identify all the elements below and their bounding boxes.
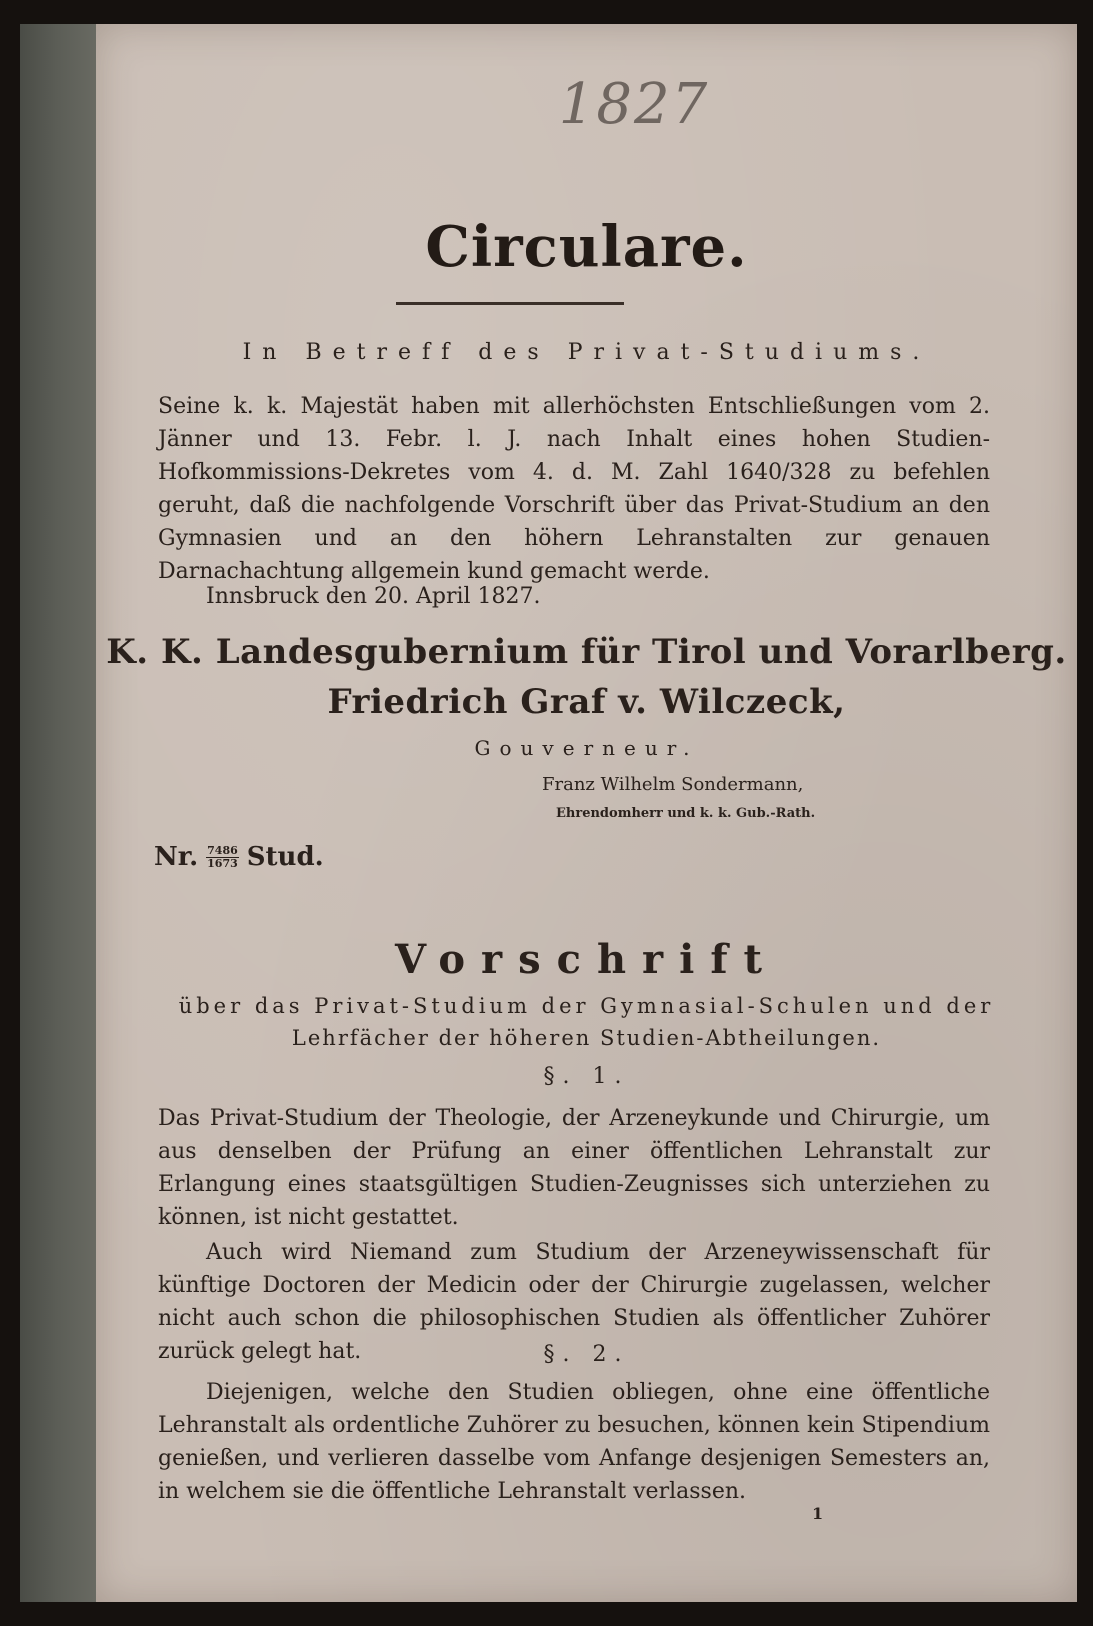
binding-spine [20, 24, 100, 1602]
handwritten-year-note: 1827 [558, 72, 710, 137]
reference-denominator: 1673 [207, 856, 238, 870]
reference-fraction [206, 845, 239, 870]
regulation-subheading-line-1: über das Privat-Studium der Gymnasial-Schulen und der [178, 994, 995, 1018]
regulation-heading: Vorschrift [394, 936, 779, 983]
issuing-authority: K. K. Landesgubernium für Tirol und Vorarlberg. [106, 632, 1067, 672]
date-line: Innsbruck den 20. April 1827. [206, 584, 541, 609]
document-page [96, 24, 1077, 1602]
reference-suffix: Stud. [246, 842, 324, 872]
section-1-paragraph-1: Das Privat-Studium der Theologie, der Arzeneykunde und Chirurgie, um aus denselben der Prüfung an einer öffentlichen Lehranstalt zur Erlangung eines staatsgültigen Studien-Zeugnisses sich unterziehen zu können, ist nicht gestattet. [158, 1106, 990, 1230]
section-1-marker: §. 1. [543, 1064, 630, 1089]
section-2-marker: §. 2. [543, 1342, 630, 1367]
regulation-subheading-line-2: Lehrfächer der höheren Studien-Abtheilungen. [291, 1026, 882, 1050]
subject-line: In Betreff des Privat-Studiums. [242, 340, 931, 365]
signatory-name: Franz Wilhelm Sondermann, [542, 774, 804, 795]
signatory-title: Ehrendomherr und k. k. Gub.-Rath. [556, 806, 816, 821]
decree-paragraph: Seine k. k. Majestät haben mit allerhöchsten Entschließungen vom 2. Jänner und 13. Febr. l. J. nach Inhalt eines hohen Studien-Hofkommissions-Dekretes vom 4. d. M. Zahl 1640/328 zu befehlen geruht, daß die nachfolgende Vorschrift über das Privat-Studium an den Gymnasien und an den höhern Lehranstalten zur genauen Darnachachtung allgemein kund gemacht werde. [158, 394, 990, 584]
reference-number [154, 842, 324, 872]
reference-prefix: Nr. [154, 842, 199, 872]
governor-title: Gouverneur. [474, 736, 699, 760]
governor-name: Friedrich Graf v. Wilczeck, [327, 682, 846, 722]
document-title: Circulare. [425, 214, 748, 280]
reference-numerator: 7486 [207, 843, 238, 857]
page-number: 1 [812, 1504, 824, 1523]
section-2-paragraph: Diejenigen, welche den Studien obliegen, ohne eine öffentliche Lehranstalt als ordentliche Zuhörer zu besuchen, können kein Stipendium genießen, und verlieren dasselbe vom Anfange desjenigen Semesters an, in welchem sie die öffentliche Lehranstalt verlassen. [158, 1380, 990, 1504]
title-divider [396, 302, 624, 305]
section-1-paragraph-2: Auch wird Niemand zum Studium der Arzeneywissenschaft für künftige Doctoren der Medicin oder der Chirurgie zugelassen, welcher nicht auch schon die philosophischen Studien als öffentlicher Zuhörer zurück gelegt hat. [158, 1240, 990, 1364]
